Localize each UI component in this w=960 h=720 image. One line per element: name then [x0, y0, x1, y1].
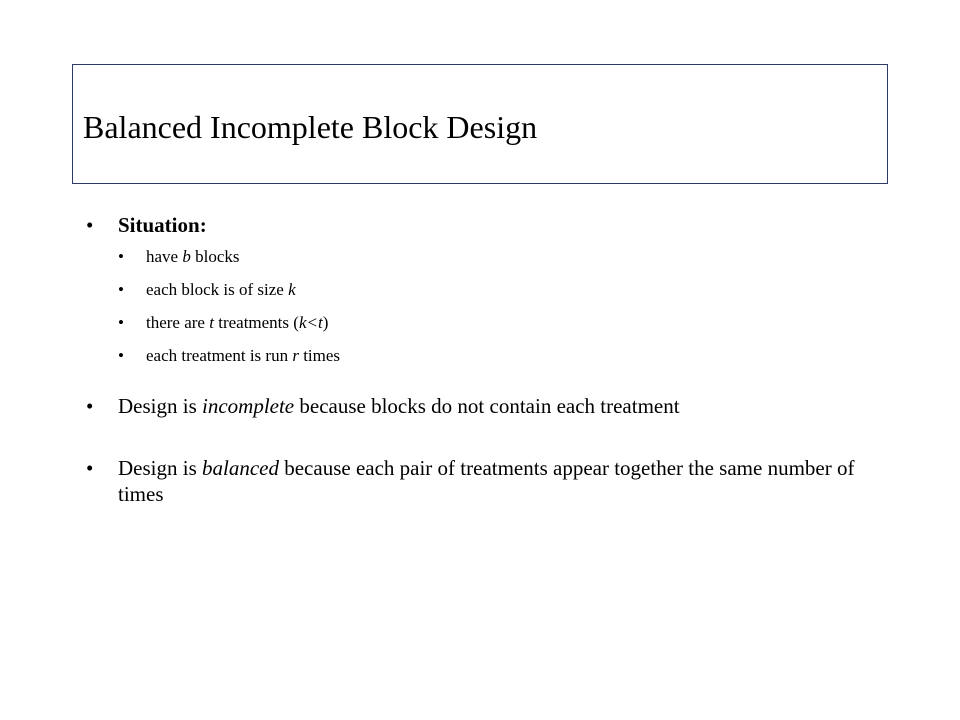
sub-item-text: ) — [322, 313, 329, 332]
incomplete-emphasis: incomplete — [202, 394, 295, 418]
sub-item-blocks — [118, 246, 886, 268]
bullet-dot-icon: • — [118, 313, 124, 332]
incomplete-text: Design is — [118, 394, 202, 418]
variable: t — [209, 313, 214, 332]
slide-title: Balanced Incomplete Block Design — [83, 109, 538, 145]
title-box — [72, 64, 888, 184]
sub-item-text: times — [298, 346, 341, 365]
sub-item-replicates — [118, 345, 886, 367]
bullet-dot-icon: • — [118, 346, 124, 365]
balanced-text: because each pair of treatments appear together the same number of times — [118, 456, 855, 506]
bullet-incomplete — [86, 393, 886, 419]
variable: k — [288, 280, 296, 299]
sub-item-treatments — [118, 312, 886, 334]
sub-item-text: blocks — [190, 247, 240, 266]
bullet-balanced — [86, 455, 886, 507]
variable: k<t — [298, 313, 323, 332]
bullet-dot-icon: • — [118, 247, 124, 266]
balanced-emphasis: balanced — [202, 456, 279, 480]
bullet-dot-icon: • — [86, 213, 94, 237]
situation-label: Situation: — [118, 213, 207, 237]
sub-item-text: treatments ( — [213, 313, 299, 332]
variable: b — [182, 247, 191, 266]
bullet-dot-icon: • — [118, 280, 124, 299]
balanced-text: Design is — [118, 456, 202, 480]
sub-item-text: there are — [146, 313, 210, 332]
incomplete-text: because blocks do not contain each treatment — [294, 394, 680, 418]
sub-item-text: each treatment is run — [146, 346, 293, 365]
variable: r — [292, 346, 299, 365]
situation-sublist — [118, 246, 886, 367]
bullet-list — [86, 212, 886, 507]
bullet-dot-icon: • — [86, 456, 94, 480]
sub-item-text: have — [146, 247, 183, 266]
bullet-dot-icon: • — [86, 394, 94, 418]
bullet-situation — [86, 212, 886, 367]
sub-item-text: each block is of size — [146, 280, 289, 299]
sub-item-size — [118, 279, 886, 301]
